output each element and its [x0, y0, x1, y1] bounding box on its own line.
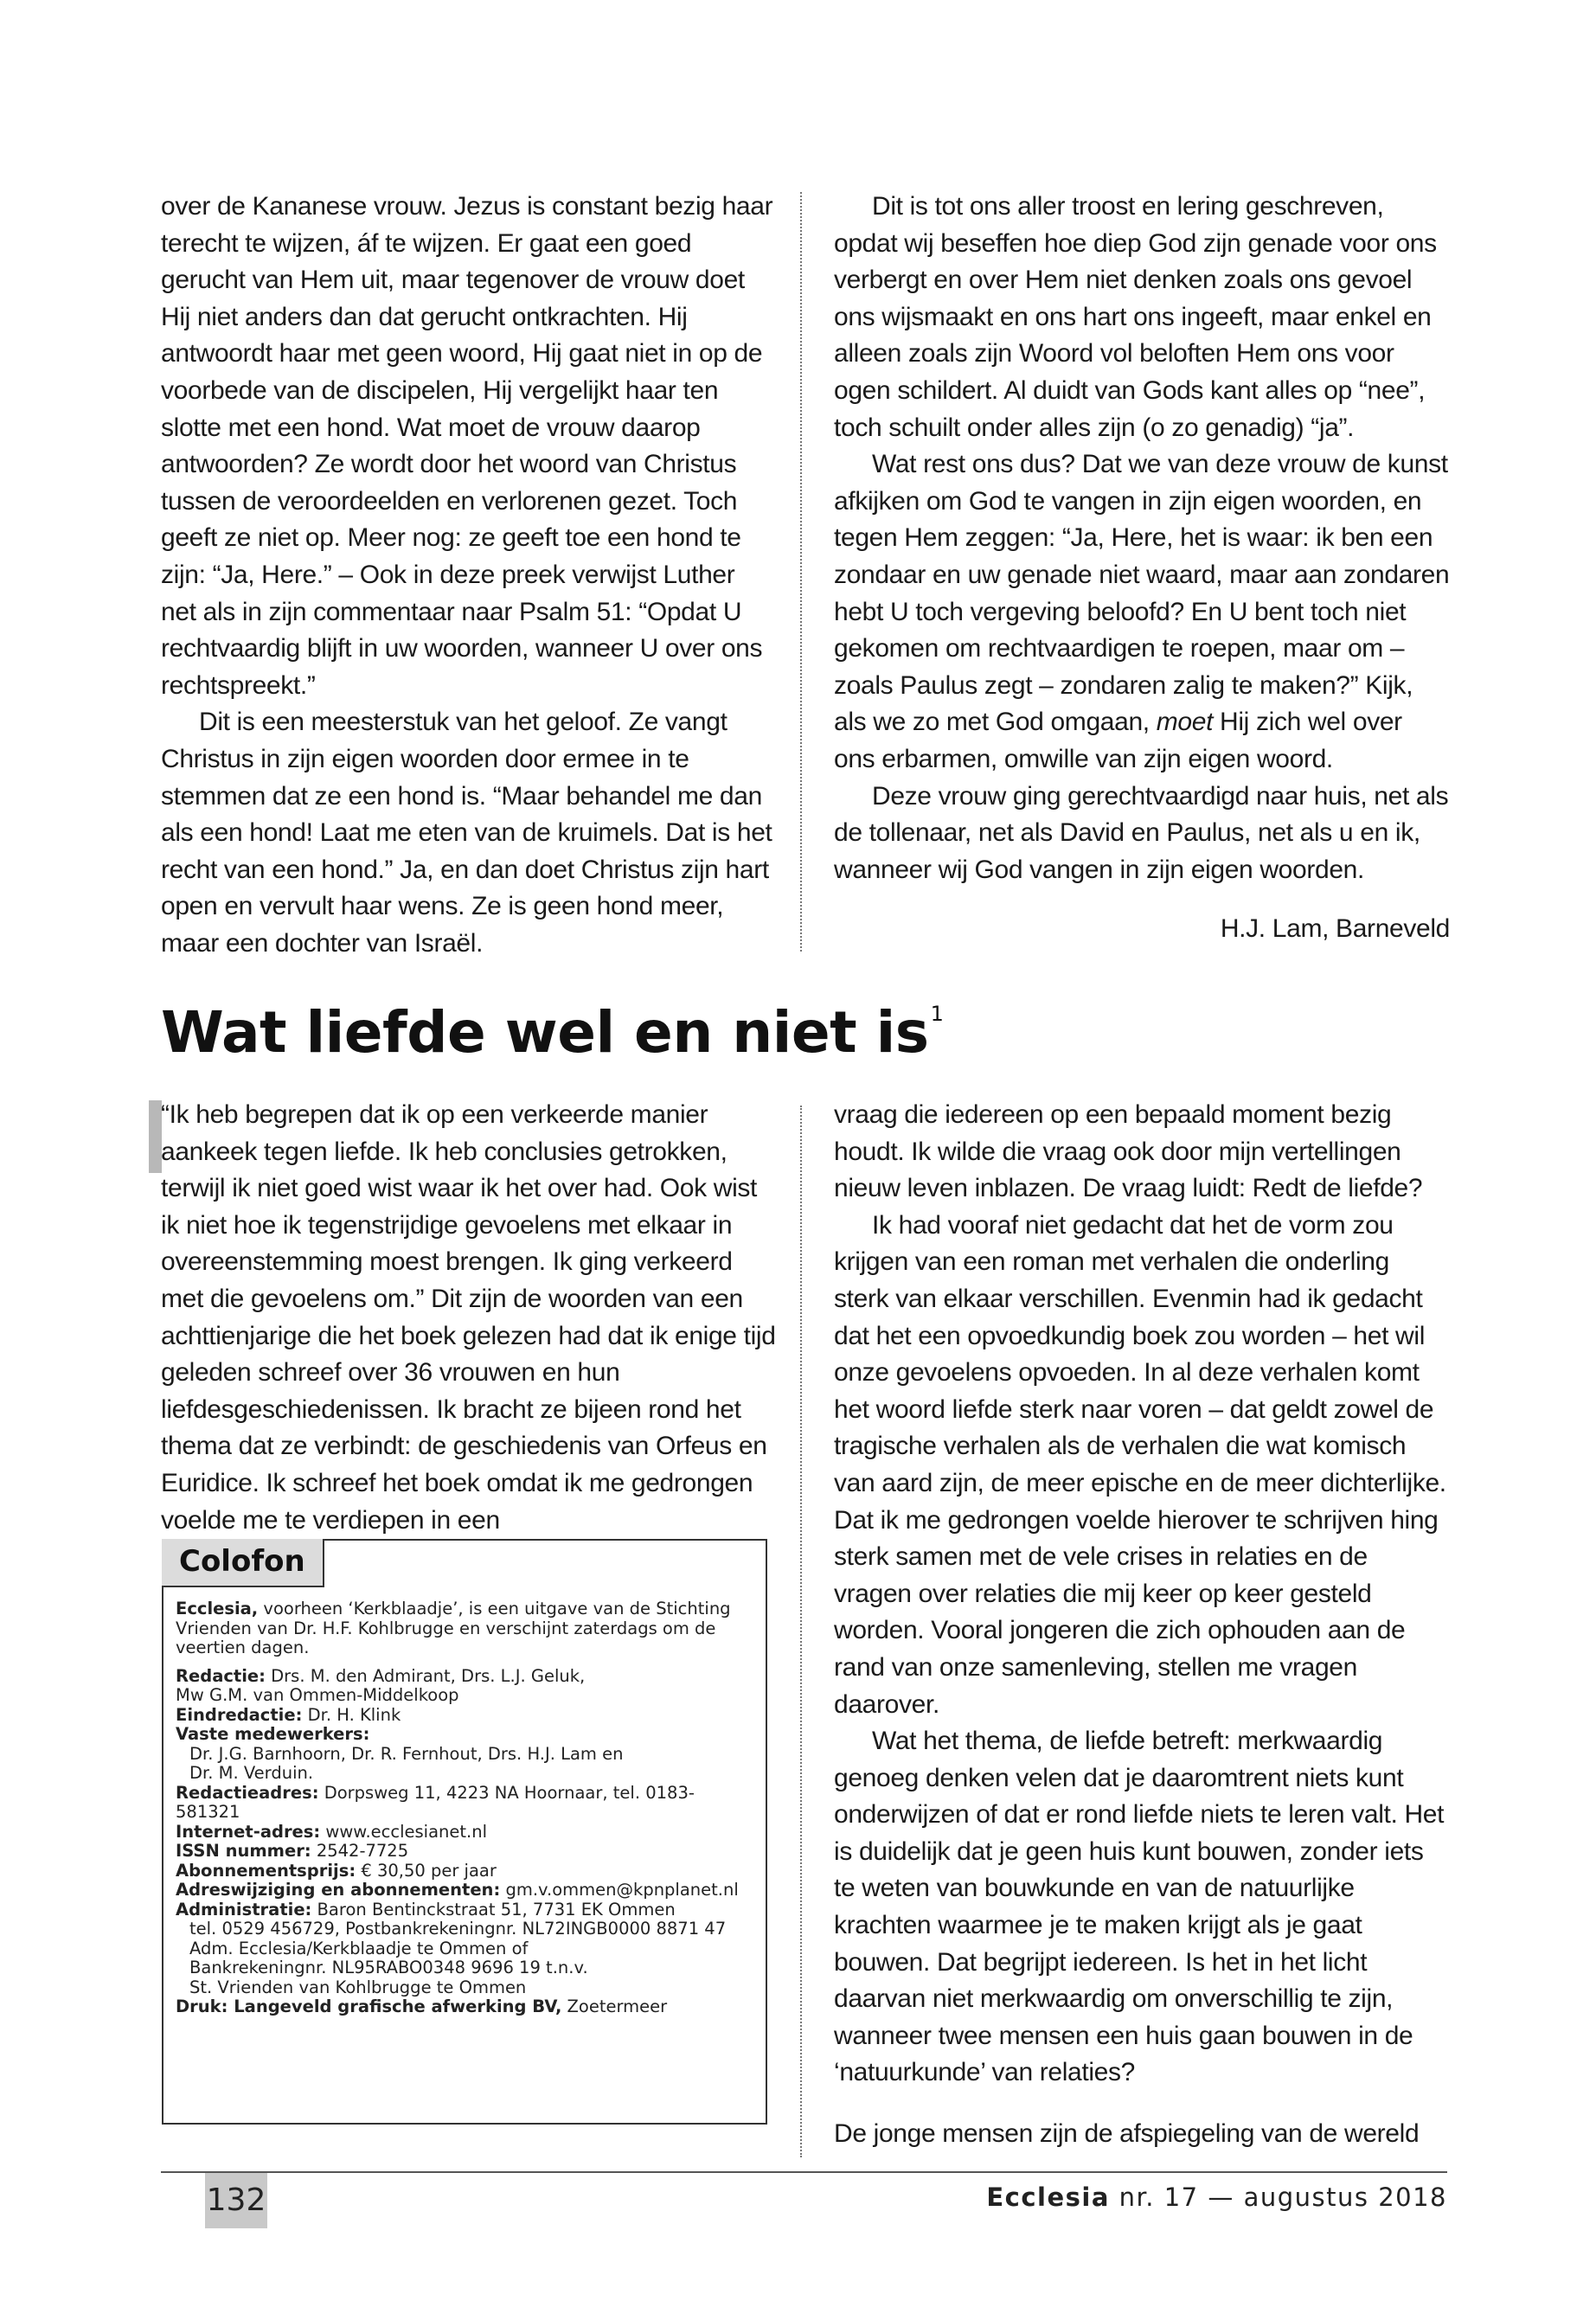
colofon-label: Vaste medewerkers:: [176, 1724, 370, 1744]
body-paragraph: [834, 446, 1450, 778]
colofon-value: Drs. M. den Admirant, Drs. L.J. Geluk,: [265, 1665, 586, 1686]
colofon-line: Adm. Ecclesia/Kerkblaadje te Ommen of: [189, 1938, 529, 1958]
article-title: [161, 999, 943, 1066]
colofon-title: Colofon: [162, 1539, 324, 1587]
article-right-column: [834, 1097, 1450, 2153]
colofon-value: Dr. H. Klink: [302, 1704, 401, 1725]
footer-rule: [161, 2171, 1447, 2173]
email-link[interactable]: gm.v.ommen@kpnplanet.nl: [500, 1880, 739, 1900]
colofon-internet: [176, 1823, 753, 1843]
colofon-druk: [176, 1997, 753, 2017]
body-paragraph: De jonge mensen zijn de afspiegeling van de wereld: [834, 2119, 1420, 2149]
colofon-label: Administratie:: [176, 1899, 312, 1920]
body-text: Hij zich wel over ons erbarmen, omwille van zijn eigen woord.: [834, 708, 1402, 773]
colofon-box: [162, 1539, 767, 2125]
top-left-column: [161, 189, 777, 962]
colofon-abonnementsprijs: [176, 1862, 753, 1881]
column-divider: [800, 192, 802, 952]
colofon-label: Druk: Langeveld grafische afwerking BV,: [176, 1997, 562, 2016]
colofon-label: ISSN nummer:: [176, 1841, 311, 1861]
publication-name: Ecclesia: [986, 2182, 1110, 2212]
website-link[interactable]: www.ecclesianet.nl: [320, 1821, 488, 1842]
body-paragraph: Deze vrouw ging gerechtvaardigd naar huis, net als de tollenaar, net als David en Paulus, net als u en ik, wanneer wij God vangen in zijn eigen woorden.: [834, 781, 1449, 884]
colofon-label: Redactie:: [176, 1665, 266, 1686]
colofon-line: Bankrekeningnr. NL95RABO0348 9696 19 t.n.v.: [189, 1958, 588, 1977]
colofon-label: Eindredactie:: [176, 1704, 303, 1725]
colofon-eindredactie: [176, 1706, 753, 1726]
page-number: 132: [205, 2173, 267, 2228]
colofon-administratie: [176, 1900, 753, 1920]
issue-info: nr. 17 — augustus 2018: [1109, 2182, 1447, 2212]
colofon-line: tel. 0529 456729, Postbankrekeningnr. NL72INGB0000 8871 47: [189, 1919, 727, 1939]
column-divider: [800, 1106, 802, 2157]
publication-footer: [986, 2182, 1447, 2212]
author-signature: H.J. Lam, Barneveld: [1220, 914, 1450, 944]
colofon-value: voorheen ‘Kerkblaadje’, is een uitgave van de Stichting Vrienden van Dr. H.F. Kohlbrugge en verschijnt zaterdags om de veertien dagen.: [176, 1599, 731, 1657]
colofon-label: Adreswijziging en abonnementen:: [176, 1880, 501, 1900]
body-paragraph: Ik had vooraf niet gedacht dat het de vorm zou krijgen van een roman met verhalen die onderling sterk van elkaar verschillen. Evenmin had ik gedacht dat het een opvoedkundig boek zou worden – het wil onze gevoelens opvoeden. In al deze verhalen komt het woord liefde sterk naar voren – dat geldt zowel de tragische verhalen als de verhalen die wat komisch van aard zijn, de meer epische en de meer dichterlijke. Dat ik me gedrongen voelde hierover te schrijven hing sterk samen met de vele crises in relaties en de vragen over relaties die mij keer op keer gesteld worden. Vooral jongeren die zich ophouden aan de rand van onze samenleving, stellen me vragen daarover.: [834, 1210, 1446, 1719]
top-right-column: [834, 189, 1450, 948]
footnote-mark: 1: [930, 1002, 944, 1026]
colofon-line: Mw G.M. van Ommen-Middelkoop: [176, 1685, 459, 1705]
colofon-medewerkers: [176, 1725, 753, 1745]
colofon-value: Baron Bentinckstraat 51, 7731 EK Ommen: [311, 1899, 676, 1920]
colofon-label: Internet-adres:: [176, 1821, 321, 1842]
body-text: Wat rest ons dus? Dat we van deze vrouw de kunst afkijken om God te vangen in zijn eigen woorden, en tegen Hem zeggen: “Ja, Here, het is waar: ik ben een zondaar en uw genade niet waard, maar aan zondaren hebt U toch vergeving beloofd? En U bent toch niet gekomen om rechtvaardigen te roepen, maar om – zoals Paulus zegt – zondaren zalig te maken?” Kijk, als we zo met God omgaan,: [834, 450, 1450, 737]
colofon-redactieadres: [176, 1784, 753, 1823]
colofon-value: € 30,50 per jaar: [356, 1860, 497, 1881]
colofon-publisher: [176, 1599, 753, 1658]
body-paragraph: vraag die iedereen op een bepaald moment bezig houdt. Ik wilde die vraag ook door mijn vertellingen nieuw leven inblazen. De vraag luidt: Redt de liefde?: [834, 1100, 1423, 1203]
colofon-value: Dorpsweg 11, 4223 NA Hoornaar, tel. 0183-581321: [176, 1782, 695, 1822]
article-title-text: Wat liefde wel en niet is: [161, 999, 929, 1066]
colofon-line: St. Vrienden van Kohlbrugge te Ommen: [189, 1977, 527, 1997]
colofon-label: Redactieadres:: [176, 1782, 319, 1803]
body-paragraph: “Ik heb begrepen dat ik op een verkeerde manier aankeek tegen liefde. Ik heb conclusies getrokken, terwijl ik niet goed wist waar ik het over had. Ook wist ik niet hoe ik tegenstrijdige gevoelens met elkaar in overeenstemming moest brengen. Ik ging verkeerd met die gevoelens om.” Dit zijn de woorden van een achttienjarige die het boek gelezen had dat ik enige tijd geleden schreef over 36 vrouwen en hun liefdesgeschiedenissen. Ik bracht ze bijeen rond het thema dat ze verbindt: de geschiedenis van Orfeus en Euridice. Ik schreef het boek omdat ik me gedrongen voelde me te verdiepen in een: [161, 1100, 776, 1535]
colofon-redactie: [176, 1667, 753, 1687]
body-paragraph: Wat het thema, de liefde betreft: merkwaardig genoeg denken velen dat je daaromtrent niets kunt onderwijzen of dat er rond liefde niets te leren valt. Het is duidelijk dat je geen huis kunt bouwen, zonder iets te weten van bouwkunde en van de natuurlijke krachten waarmee je te maken krijgt als je gaat bouwen. Dat begrijpt iedereen. Is het in het licht daarvan niet merkwaardig om onverschillig te zijn, wanneer twee mensen een huis gaan bouwen in de ‘natuurkunde’ van relaties?: [834, 1727, 1445, 2087]
body-paragraph: Dit is tot ons aller troost en lering geschreven, opdat wij beseffen hoe diep God zijn genade voor ons verbergt en over Hem niet denken zoals ons gevoel ons wijsmaakt en ons hart ons ingeeft, maar enkel en alleen zoals zijn Woord vol beloften Hem ons voor ogen schildert. Al duidt van Gods kant alles op “nee”, toch schuilt onder alles zijn (o zo genadig) “ja”.: [834, 192, 1437, 442]
colofon-line: Dr. J.G. Barnhoorn, Dr. R. Fernhout, Drs. H.J. Lam en: [189, 1743, 624, 1764]
colofon-label: Ecclesia,: [176, 1599, 259, 1618]
colofon-issn: [176, 1842, 753, 1862]
body-paragraph: Dit is een meesterstuk van het geloof. Ze vangt Christus in zijn eigen woorden door ermee in te stemmen dat ze een hond is. “Maar behandel me dan als een hond! Laat me eten van de kruimels. Dat is het recht van een hond.” Ja, en dan doet Christus zijn hart open en vervult haar wens. Ze is geen hond meer, maar een dochter van Israël.: [161, 708, 772, 958]
colofon-label: Abonnementsprijs:: [176, 1860, 356, 1881]
body-paragraph: over de Kananese vrouw. Jezus is constant bezig haar terecht te wijzen, áf te wijzen. Er gaat een goed gerucht van Hem uit, maar tegenover de vrouw doet Hij niet anders dan dat gerucht ontkrachten. Hij antwoordt haar met geen woord, Hij gaat niet in op de voorbede van de discipelen, Hij vergelijkt haar ten slotte met een hond. Wat moet de vrouw daarop antwoorden? Ze wordt door het woord van Christus tussen de veroordeelden en verlorenen gezet. Toch geeft ze niet op. Meer nog: ze geeft toe een hond te zijn: “Ja, Here.” – Ook in deze preek verwijst Luther net als in zijn commentaar naar Psalm 51: “Opdat U rechtvaardig blijft in uw woorden, wanneer U over ons rechtspreekt.”: [161, 192, 773, 700]
article-left-column: [161, 1097, 777, 1539]
colofon-value: 2542-7725: [311, 1841, 409, 1861]
quote-marker-bar: [149, 1100, 162, 1173]
colofon-value: Zoetermeer: [561, 1997, 668, 2016]
colofon-adreswijziging: [176, 1881, 753, 1900]
colofon-line: Dr. M. Verduin.: [189, 1763, 314, 1783]
emphasis-text: moet: [1156, 708, 1214, 737]
